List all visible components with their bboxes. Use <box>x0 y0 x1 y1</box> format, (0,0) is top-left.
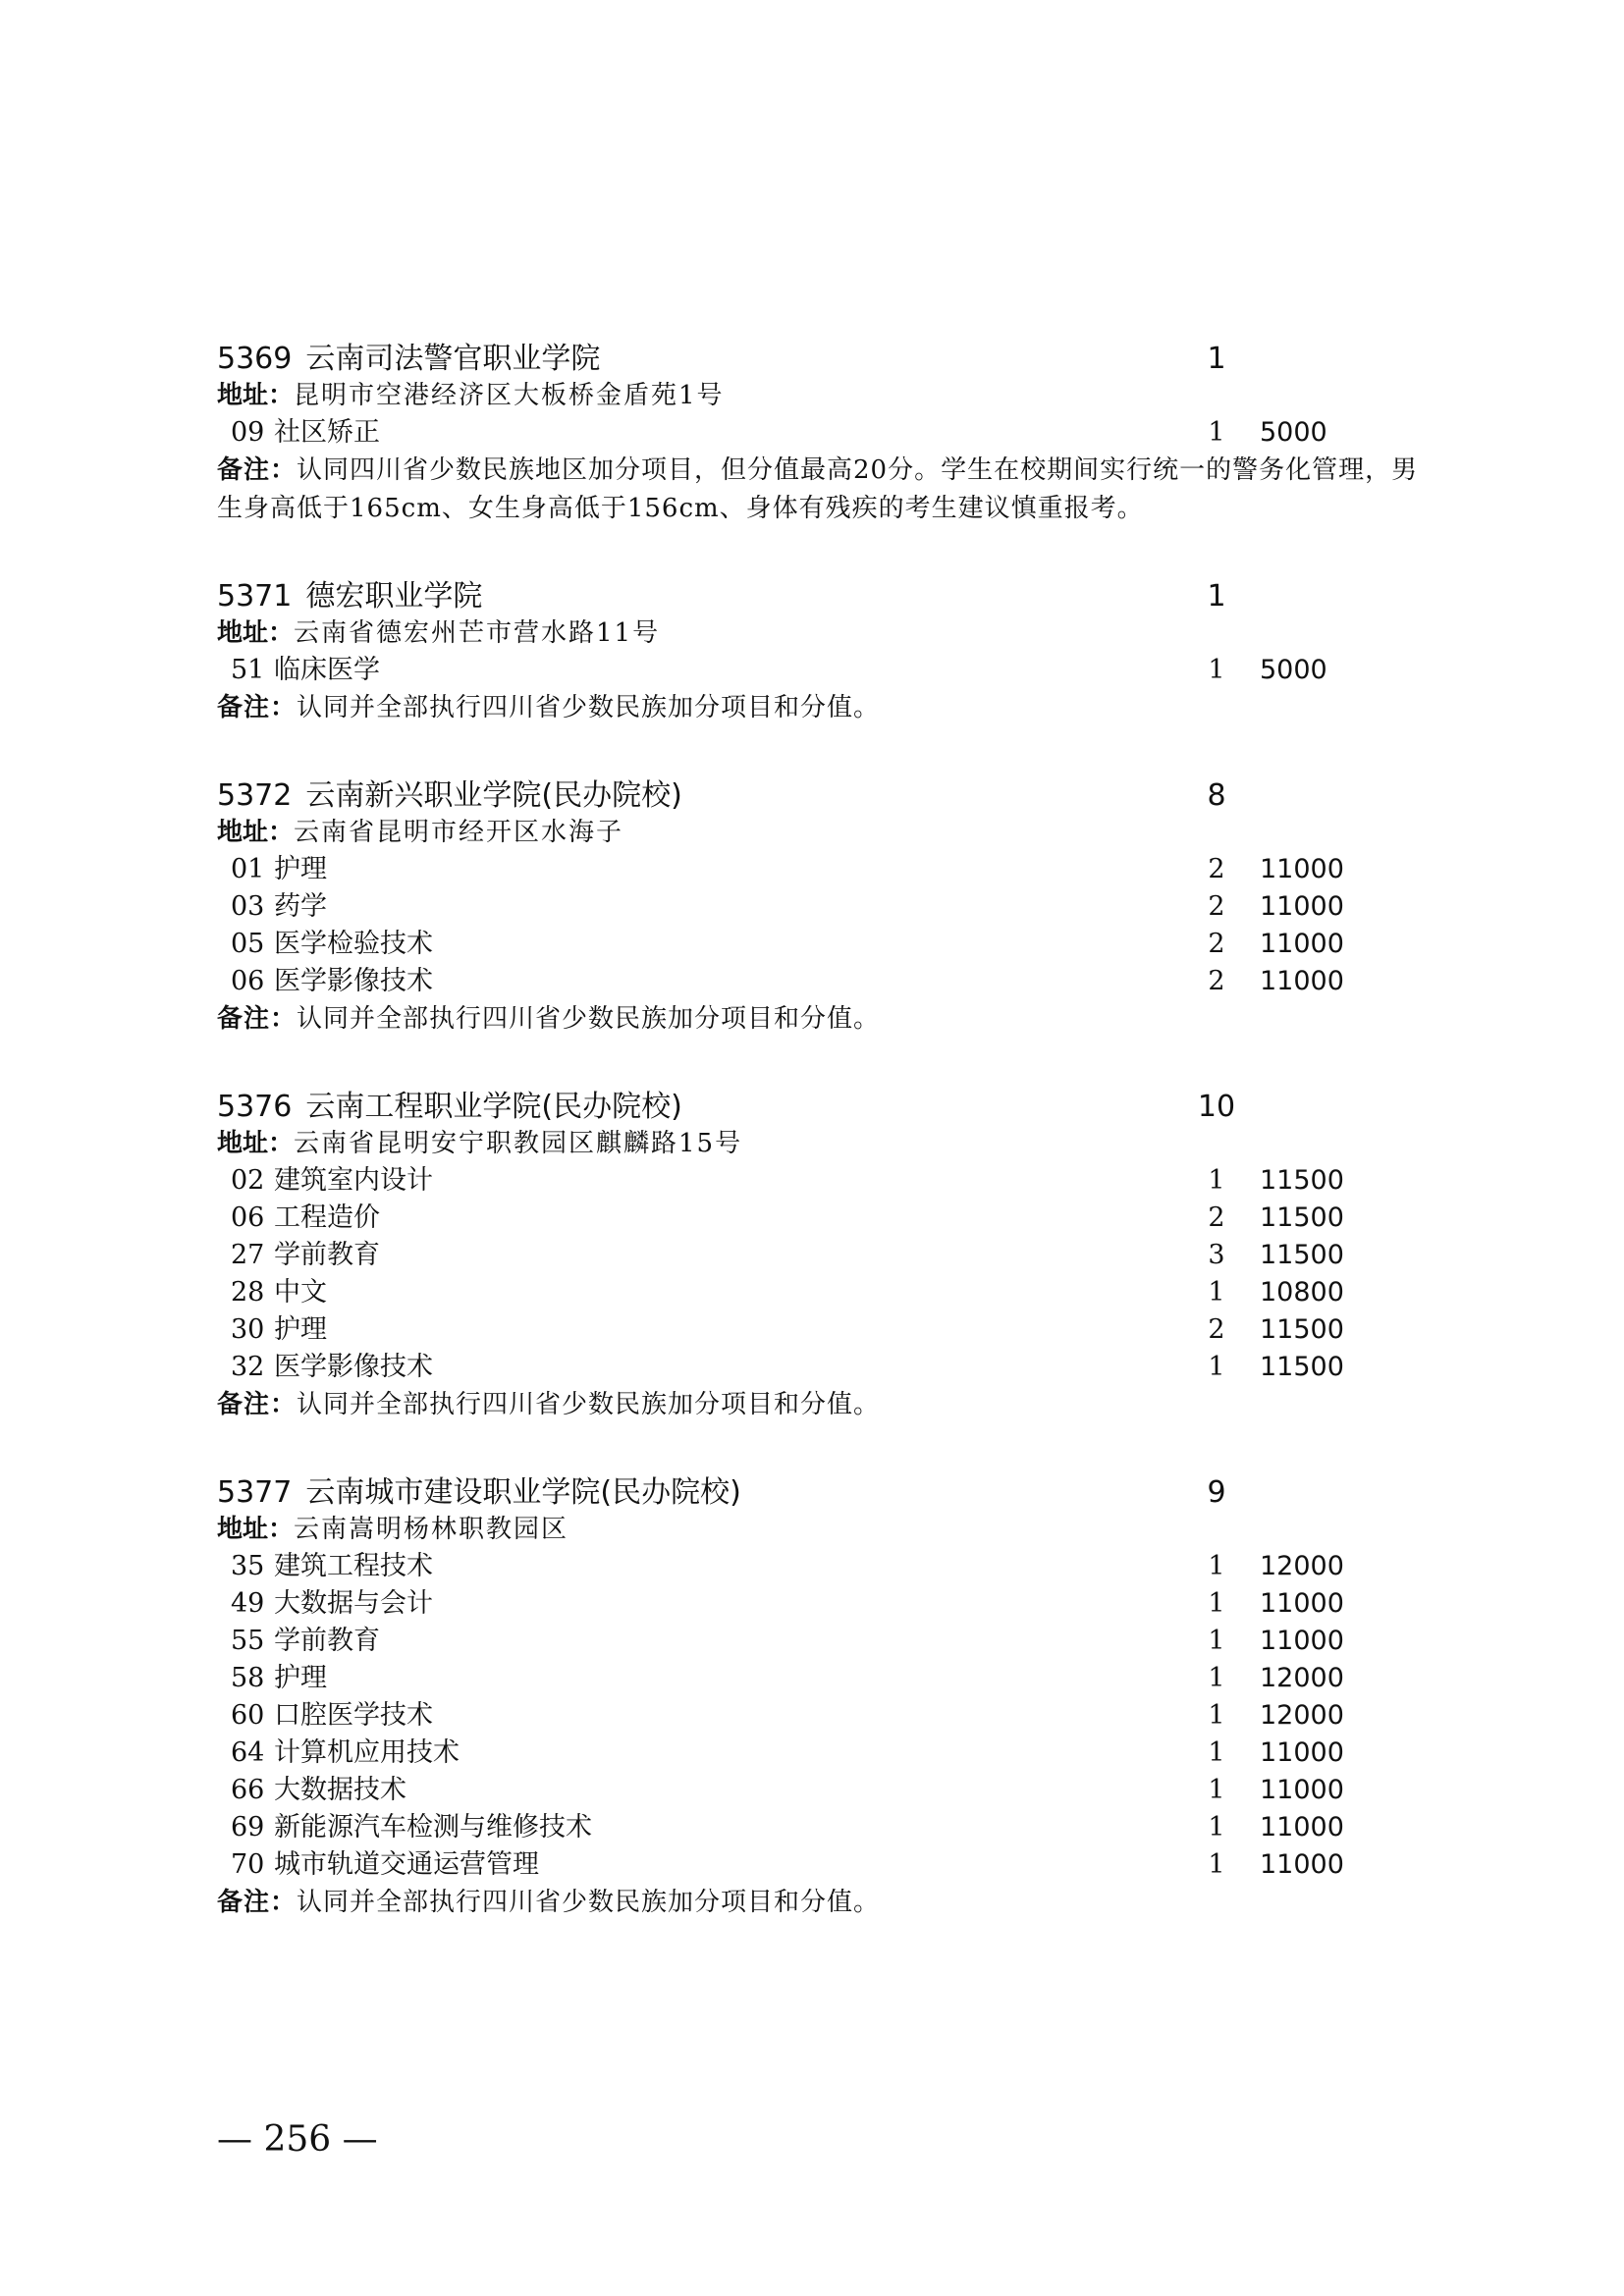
major-tuition: 11000 <box>1260 854 1344 884</box>
note-label: 备注： <box>217 1888 298 1917</box>
school-code: 5371 <box>217 579 293 614</box>
major-row <box>217 1735 1435 1772</box>
major-code: 32 <box>231 1352 265 1382</box>
school-note <box>217 452 1435 528</box>
note-text: 认同并全部执行四川省少数民族加分项目和分值。 <box>297 1888 881 1917</box>
major-tuition: 5000 <box>1260 417 1327 448</box>
major-quota: 1 <box>1208 1663 1225 1693</box>
major-code: 06 <box>231 966 265 996</box>
school-title <box>217 1090 682 1125</box>
major-name: 护理 <box>274 1663 327 1693</box>
major-code: 58 <box>231 1663 265 1693</box>
address-label: 地址： <box>217 818 295 847</box>
note-text: 认同并全部执行四川省少数民族加分项目和分值。 <box>297 1004 881 1034</box>
major-tuition: 11000 <box>1260 1775 1344 1805</box>
major-row <box>217 1809 1435 1846</box>
address-text: 云南省昆明安宁职教园区麒麟路15号 <box>294 1129 743 1158</box>
major-name: 口腔医学技术 <box>274 1700 433 1731</box>
major-tuition: 11000 <box>1260 1812 1344 1842</box>
major-quota: 1 <box>1208 1551 1225 1581</box>
page-number: — 256 — <box>217 2119 378 2160</box>
major-row <box>217 1162 1435 1200</box>
major-name: 临床医学 <box>274 655 380 685</box>
major-code: 35 <box>231 1551 265 1581</box>
major-name: 建筑室内设计 <box>274 1165 433 1196</box>
school-total-quota: 1 <box>1207 342 1226 376</box>
major-code: 06 <box>231 1202 265 1233</box>
major-quota: 3 <box>1208 1240 1225 1270</box>
school-title <box>217 342 600 377</box>
major-row <box>217 1311 1435 1349</box>
major-row <box>217 963 1435 1000</box>
major-quota: 2 <box>1208 1202 1225 1233</box>
major-name: 药学 <box>274 891 327 922</box>
school-note <box>217 1000 1435 1039</box>
school-name: 云南城市建设职业学院(民办院校) <box>305 1475 741 1510</box>
note-label: 备注： <box>217 455 298 485</box>
major-tuition: 11000 <box>1260 1588 1344 1619</box>
major-tuition: 5000 <box>1260 655 1327 685</box>
school-address <box>217 1511 1435 1548</box>
major-row <box>217 1846 1435 1884</box>
major-code: 28 <box>231 1277 265 1308</box>
note-text: 认同并全部执行四川省少数民族加分项目和分值。 <box>297 1390 881 1419</box>
major-tuition: 12000 <box>1260 1663 1344 1693</box>
major-tuition: 11000 <box>1260 1849 1344 1880</box>
school-section <box>217 342 1435 528</box>
note-text: 认同并全部执行四川省少数民族加分项目和分值。 <box>297 693 881 722</box>
major-name: 城市轨道交通运营管理 <box>274 1849 539 1880</box>
major-row <box>217 1274 1435 1311</box>
major-name: 社区矫正 <box>274 417 380 448</box>
school-name: 云南新兴职业学院(民办院校) <box>305 778 682 813</box>
major-name: 工程造价 <box>274 1202 380 1233</box>
major-row <box>217 1548 1435 1585</box>
major-quota: 1 <box>1208 655 1225 685</box>
address-label: 地址： <box>217 1129 295 1158</box>
major-tuition: 11000 <box>1260 929 1344 959</box>
major-row <box>217 1697 1435 1735</box>
school-note <box>217 1884 1435 1922</box>
school-code: 5372 <box>217 778 293 813</box>
major-name: 中文 <box>274 1277 327 1308</box>
major-row <box>217 1623 1435 1660</box>
major-code: 69 <box>231 1812 265 1842</box>
major-name: 建筑工程技术 <box>274 1551 433 1581</box>
school-name: 云南司法警官职业学院 <box>305 342 601 376</box>
major-code: 55 <box>231 1626 265 1656</box>
major-code: 05 <box>231 929 265 959</box>
major-code: 49 <box>231 1588 265 1619</box>
address-label: 地址： <box>217 381 295 410</box>
address-label: 地址： <box>217 1515 295 1544</box>
school-header <box>217 778 1435 814</box>
major-name: 医学影像技术 <box>274 1352 433 1382</box>
school-address <box>217 814 1435 851</box>
major-name: 大数据与会计 <box>274 1588 433 1619</box>
major-code: 09 <box>231 417 265 448</box>
major-name: 学前教育 <box>274 1240 380 1270</box>
major-row <box>217 414 1435 452</box>
note-text: 认同四川省少数民族地区加分项目，但分值最高20分。学生在校期间实行统一的警务化管理，男生身高低于165cm、女生身高低于156cm、身体有残疾的考生建议慎重报考。 <box>217 455 1419 523</box>
major-row <box>217 652 1435 689</box>
major-tuition: 11500 <box>1260 1165 1344 1196</box>
major-tuition: 12000 <box>1260 1551 1344 1581</box>
school-header <box>217 1475 1435 1511</box>
major-code: 66 <box>231 1775 265 1805</box>
note-label: 备注： <box>217 1004 298 1034</box>
major-row <box>217 1237 1435 1274</box>
school-header <box>217 1090 1435 1125</box>
school-total-quota: 8 <box>1207 778 1226 813</box>
major-row <box>217 1660 1435 1697</box>
school-section <box>217 1475 1435 1922</box>
school-header <box>217 579 1435 614</box>
address-text: 云南嵩明杨林职教园区 <box>294 1515 569 1544</box>
major-quota: 1 <box>1208 1737 1225 1768</box>
major-name: 新能源汽车检测与维修技术 <box>274 1812 592 1842</box>
major-code: 02 <box>231 1165 265 1196</box>
major-quota: 1 <box>1208 1588 1225 1619</box>
school-note <box>217 689 1435 727</box>
major-tuition: 11000 <box>1260 966 1344 996</box>
major-row <box>217 888 1435 926</box>
school-section <box>217 1090 1435 1424</box>
document-body <box>217 342 1435 1973</box>
school-title <box>217 778 682 814</box>
school-code: 5377 <box>217 1475 293 1510</box>
school-header <box>217 342 1435 377</box>
address-label: 地址： <box>217 618 295 648</box>
major-quota: 2 <box>1208 929 1225 959</box>
major-code: 64 <box>231 1737 265 1768</box>
major-row <box>217 1349 1435 1386</box>
major-row <box>217 1585 1435 1623</box>
school-section <box>217 778 1435 1039</box>
school-address <box>217 377 1435 414</box>
major-tuition: 11500 <box>1260 1240 1344 1270</box>
school-note <box>217 1386 1435 1424</box>
major-name: 学前教育 <box>274 1626 380 1656</box>
major-tuition: 11500 <box>1260 1314 1344 1345</box>
school-address <box>217 1125 1435 1162</box>
address-text: 昆明市空港经济区大板桥金盾苑1号 <box>294 381 725 410</box>
major-quota: 1 <box>1208 1775 1225 1805</box>
note-label: 备注： <box>217 1390 298 1419</box>
major-code: 51 <box>231 655 265 685</box>
major-quota: 1 <box>1208 1849 1225 1880</box>
major-name: 计算机应用技术 <box>274 1737 460 1768</box>
major-quota: 2 <box>1208 854 1225 884</box>
major-row <box>217 851 1435 888</box>
school-section <box>217 579 1435 727</box>
school-total-quota: 9 <box>1207 1475 1226 1510</box>
major-code: 70 <box>231 1849 265 1880</box>
major-tuition: 11000 <box>1260 1626 1344 1656</box>
major-name: 医学检验技术 <box>274 929 433 959</box>
major-tuition: 10800 <box>1260 1277 1344 1308</box>
major-quota: 1 <box>1208 1700 1225 1731</box>
major-quota: 1 <box>1208 1352 1225 1382</box>
major-tuition: 11500 <box>1260 1352 1344 1382</box>
major-code: 30 <box>231 1314 265 1345</box>
major-code: 01 <box>231 854 265 884</box>
major-name: 护理 <box>274 854 327 884</box>
major-quota: 1 <box>1208 1626 1225 1656</box>
major-tuition: 11500 <box>1260 1202 1344 1233</box>
school-total-quota: 1 <box>1207 579 1226 614</box>
school-code: 5369 <box>217 342 293 376</box>
major-quota: 1 <box>1208 1812 1225 1842</box>
major-quota: 1 <box>1208 1165 1225 1196</box>
major-tuition: 12000 <box>1260 1700 1344 1731</box>
school-total-quota: 10 <box>1197 1090 1236 1124</box>
major-tuition: 11000 <box>1260 1737 1344 1768</box>
major-quota: 1 <box>1208 1277 1225 1308</box>
school-address <box>217 614 1435 652</box>
school-code: 5376 <box>217 1090 293 1124</box>
school-name: 云南工程职业学院(民办院校) <box>305 1090 682 1124</box>
major-quota: 2 <box>1208 966 1225 996</box>
major-row <box>217 926 1435 963</box>
note-label: 备注： <box>217 693 298 722</box>
address-text: 云南省昆明市经开区水海子 <box>294 818 624 847</box>
major-name: 大数据技术 <box>274 1775 406 1805</box>
major-code: 27 <box>231 1240 265 1270</box>
major-quota: 2 <box>1208 891 1225 922</box>
major-code: 03 <box>231 891 265 922</box>
major-name: 医学影像技术 <box>274 966 433 996</box>
major-row <box>217 1772 1435 1809</box>
major-tuition: 11000 <box>1260 891 1344 922</box>
major-code: 60 <box>231 1700 265 1731</box>
major-quota: 1 <box>1208 417 1225 448</box>
major-quota: 2 <box>1208 1314 1225 1345</box>
major-name: 护理 <box>274 1314 327 1345</box>
school-title <box>217 579 482 614</box>
school-title <box>217 1475 741 1511</box>
address-text: 云南省德宏州芒市营水路11号 <box>294 618 661 648</box>
school-name: 德宏职业学院 <box>305 579 483 614</box>
major-row <box>217 1200 1435 1237</box>
